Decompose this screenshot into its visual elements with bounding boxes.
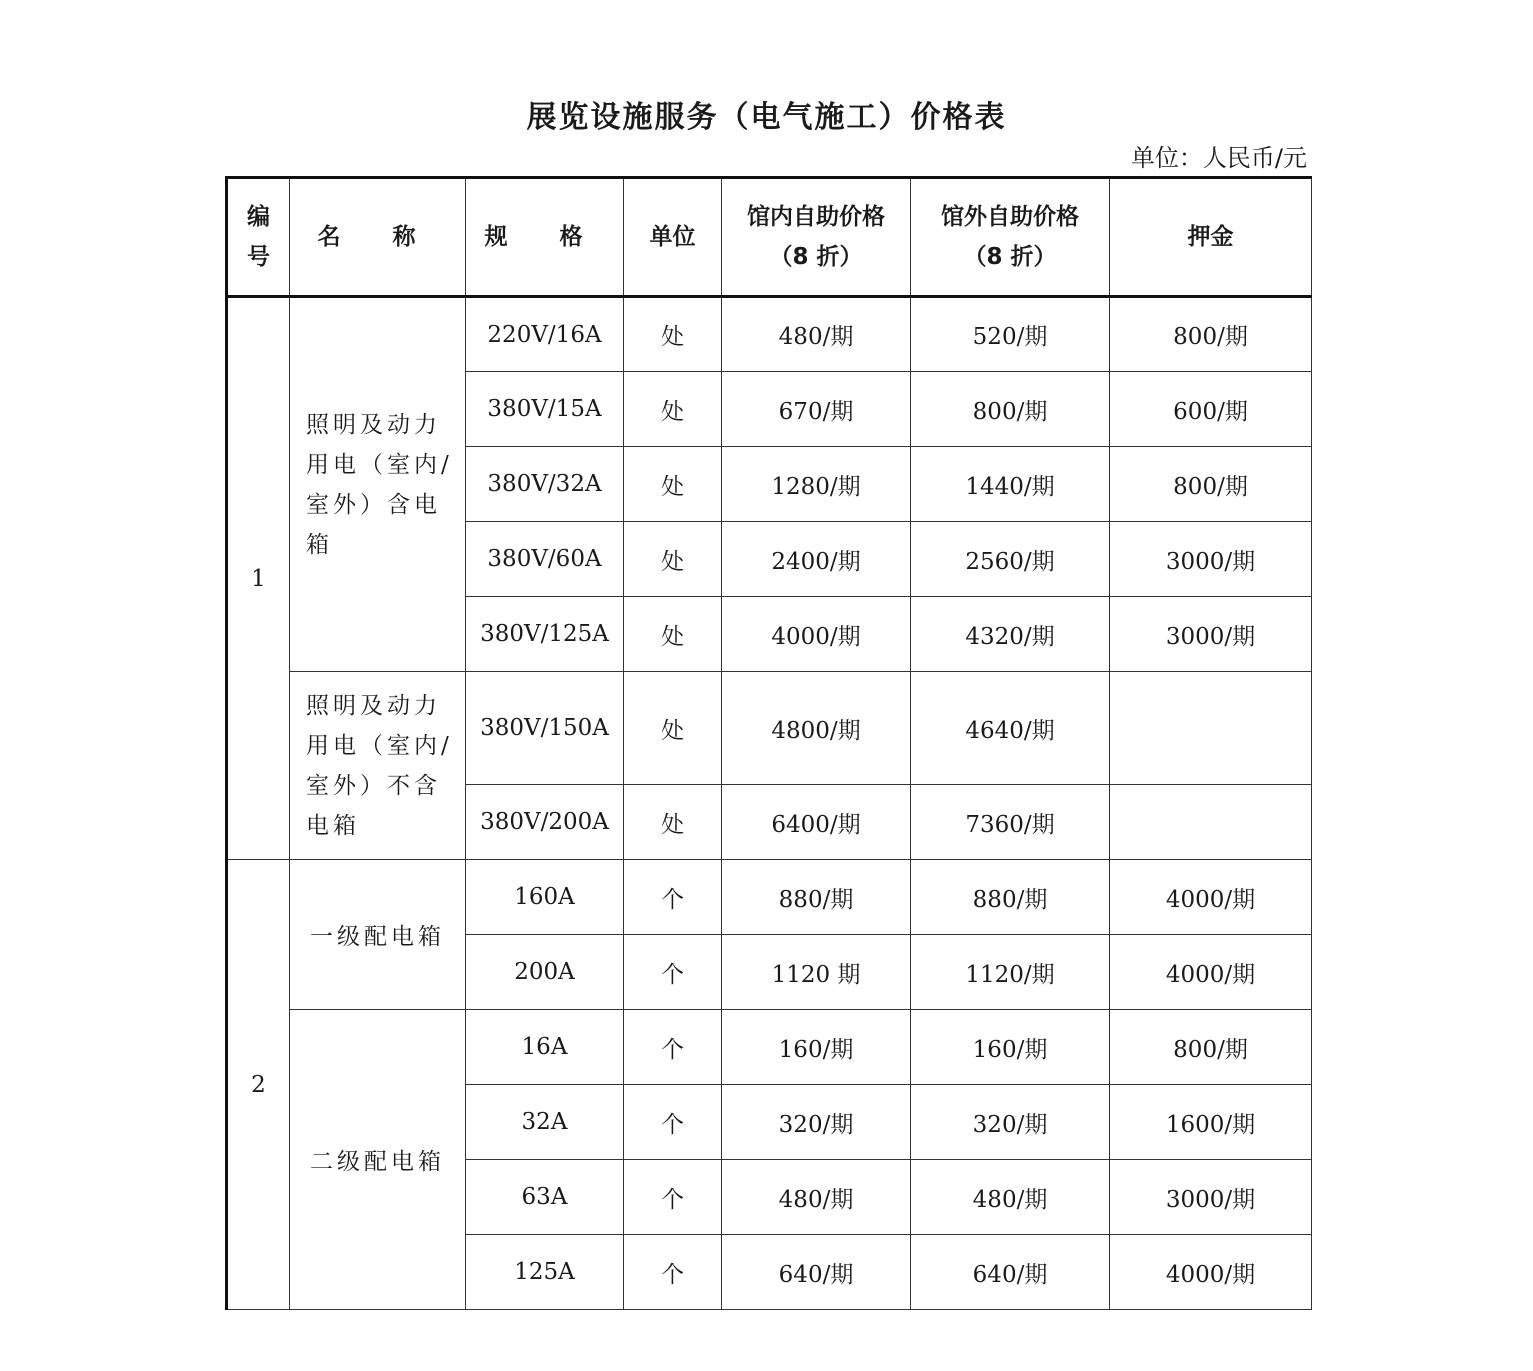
indoor-price-cell: 880/期 — [722, 860, 911, 935]
spec-cell: 380V/60A — [466, 522, 624, 597]
header-no — [227, 178, 290, 297]
deposit-cell: 800/期 — [1110, 447, 1312, 522]
outdoor-price-cell: 480/期 — [911, 1160, 1110, 1235]
header-outdoor — [911, 178, 1110, 297]
spec-cell: 32A — [466, 1085, 624, 1160]
header-name: 名 称 — [290, 178, 466, 297]
indoor-price-cell: 320/期 — [722, 1085, 911, 1160]
deposit-cell — [1110, 672, 1312, 785]
indoor-price-cell: 640/期 — [722, 1235, 911, 1310]
spec-cell: 380V/200A — [466, 785, 624, 860]
unit-cell: 处 — [624, 785, 722, 860]
deposit-cell: 3000/期 — [1110, 1160, 1312, 1235]
deposit-cell: 600/期 — [1110, 372, 1312, 447]
indoor-price-cell: 670/期 — [722, 372, 911, 447]
header-deposit: 押金 — [1110, 178, 1312, 297]
outdoor-price-cell: 2560/期 — [911, 522, 1110, 597]
unit-cell: 个 — [624, 1235, 722, 1310]
header-outdoor-line2: （8 折） — [963, 244, 1057, 270]
unit-cell: 个 — [624, 935, 722, 1010]
spec-cell: 380V/32A — [466, 447, 624, 522]
unit-cell: 处 — [624, 297, 722, 372]
group-no: 2 — [227, 860, 290, 1310]
deposit-cell: 800/期 — [1110, 297, 1312, 372]
unit-cell: 处 — [624, 672, 722, 785]
spec-cell: 220V/16A — [466, 297, 624, 372]
outdoor-price-cell: 320/期 — [911, 1085, 1110, 1160]
outdoor-price-cell: 640/期 — [911, 1235, 1110, 1310]
header-indoor — [722, 178, 911, 297]
header-spec: 规 格 — [466, 178, 624, 297]
indoor-price-cell: 4800/期 — [722, 672, 911, 785]
indoor-price-cell: 1120 期 — [722, 935, 911, 1010]
unit-cell: 个 — [624, 860, 722, 935]
deposit-cell: 1600/期 — [1110, 1085, 1312, 1160]
document-title: 展览设施服务（电气施工）价格表 — [526, 100, 1007, 135]
unit-cell: 处 — [624, 522, 722, 597]
item-name: 照明及动力用电（室内/室外）含电箱 — [290, 297, 466, 672]
deposit-cell: 4000/期 — [1110, 935, 1312, 1010]
outdoor-price-cell: 800/期 — [911, 372, 1110, 447]
unit-cell: 处 — [624, 447, 722, 522]
indoor-price-cell: 6400/期 — [722, 785, 911, 860]
indoor-price-cell: 2400/期 — [722, 522, 911, 597]
deposit-cell: 3000/期 — [1110, 597, 1312, 672]
outdoor-price-cell: 880/期 — [911, 860, 1110, 935]
header-indoor-line2: （8 折） — [769, 244, 863, 270]
deposit-cell: 3000/期 — [1110, 522, 1312, 597]
header-indoor-line1: 馆内自助价格 — [747, 204, 885, 230]
deposit-cell: 800/期 — [1110, 1010, 1312, 1085]
deposit-cell — [1110, 785, 1312, 860]
table-row — [227, 297, 1312, 372]
indoor-price-cell: 4000/期 — [722, 597, 911, 672]
spec-cell: 380V/15A — [466, 372, 624, 447]
spec-cell: 125A — [466, 1235, 624, 1310]
header-no-line2: 号 — [247, 244, 270, 270]
header-unit: 单位 — [624, 178, 722, 297]
spec-cell: 380V/150A — [466, 672, 624, 785]
outdoor-price-cell: 1440/期 — [911, 447, 1110, 522]
indoor-price-cell: 480/期 — [722, 297, 911, 372]
outdoor-price-cell: 7360/期 — [911, 785, 1110, 860]
item-name: 二级配电箱 — [290, 1010, 466, 1310]
header-no-line1: 编 — [247, 204, 270, 230]
unit-cell: 个 — [624, 1160, 722, 1235]
table-row — [227, 860, 1312, 935]
group-no: 1 — [227, 297, 290, 860]
outdoor-price-cell: 160/期 — [911, 1010, 1110, 1085]
indoor-price-cell: 160/期 — [722, 1010, 911, 1085]
spec-cell: 380V/125A — [466, 597, 624, 672]
item-name: 照明及动力用电（室内/室外）不含电箱 — [290, 672, 466, 860]
table-row — [227, 672, 1312, 785]
spec-cell: 200A — [466, 935, 624, 1010]
unit-cell: 个 — [624, 1085, 722, 1160]
indoor-price-cell: 1280/期 — [722, 447, 911, 522]
deposit-cell: 4000/期 — [1110, 860, 1312, 935]
header-outdoor-line1: 馆外自助价格 — [941, 204, 1079, 230]
outdoor-price-cell: 1120/期 — [911, 935, 1110, 1010]
unit-note: 单位：人民币/元 — [1130, 144, 1307, 172]
unit-cell: 处 — [624, 372, 722, 447]
unit-cell: 处 — [624, 597, 722, 672]
spec-cell: 160A — [466, 860, 624, 935]
price-table — [225, 176, 1312, 1310]
item-name: 一级配电箱 — [290, 860, 466, 1010]
outdoor-price-cell: 520/期 — [911, 297, 1110, 372]
outdoor-price-cell: 4640/期 — [911, 672, 1110, 785]
table-row — [227, 1010, 1312, 1085]
unit-cell: 个 — [624, 1010, 722, 1085]
header-row — [227, 178, 1312, 297]
spec-cell: 16A — [466, 1010, 624, 1085]
spec-cell: 63A — [466, 1160, 624, 1235]
deposit-cell: 4000/期 — [1110, 1235, 1312, 1310]
indoor-price-cell: 480/期 — [722, 1160, 911, 1235]
outdoor-price-cell: 4320/期 — [911, 597, 1110, 672]
